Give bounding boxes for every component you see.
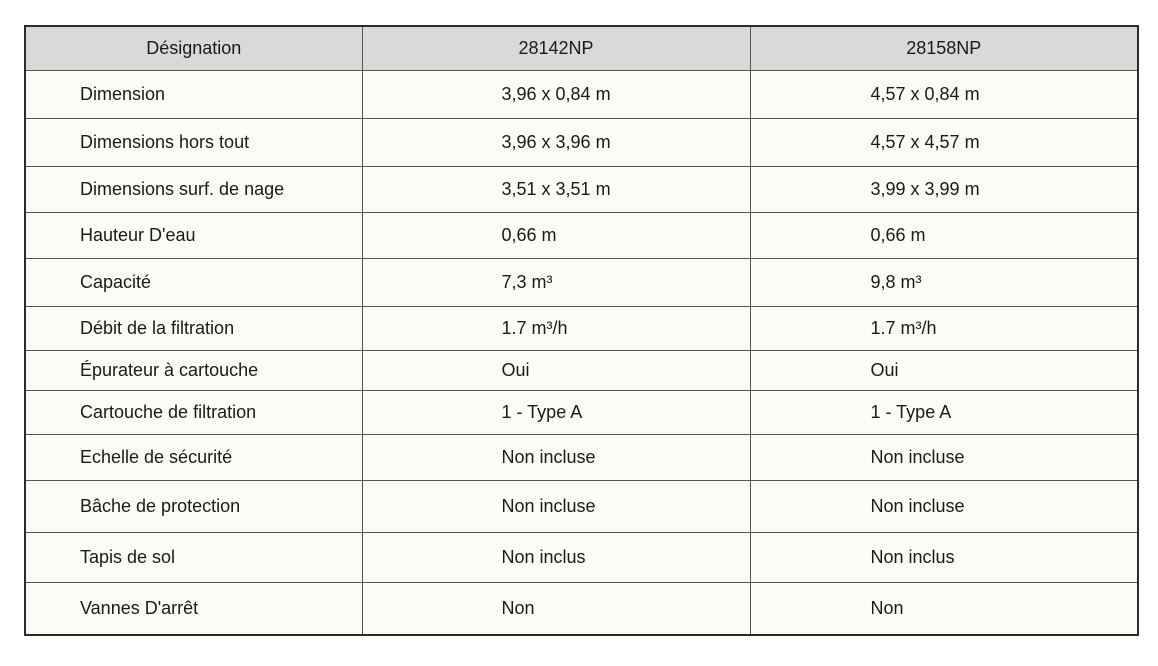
table-row bbox=[25, 481, 1138, 533]
row-label: Hauteur D'eau bbox=[25, 213, 362, 259]
row-label: Vannes D'arrêt bbox=[25, 583, 362, 635]
table-row bbox=[25, 435, 1138, 481]
row-value-28142np: 0,66 m bbox=[362, 213, 750, 259]
header-row bbox=[25, 26, 1138, 71]
row-label: Bâche de protection bbox=[25, 481, 362, 533]
row-label: Cartouche de filtration bbox=[25, 391, 362, 435]
row-value-28142np: 3,51 x 3,51 m bbox=[362, 167, 750, 213]
header-designation: Désignation bbox=[25, 26, 362, 71]
table-row bbox=[25, 533, 1138, 583]
row-value-28142np: 3,96 x 0,84 m bbox=[362, 71, 750, 119]
row-value-28142np: Non bbox=[362, 583, 750, 635]
row-value-28158np: Non inclus bbox=[750, 533, 1138, 583]
row-value-28158np: 1.7 m³/h bbox=[750, 307, 1138, 351]
row-value-28158np: 1 - Type A bbox=[750, 391, 1138, 435]
row-value-28142np: 1 - Type A bbox=[362, 391, 750, 435]
header-28158np: 28158NP bbox=[750, 26, 1138, 71]
row-value-28142np: Non incluse bbox=[362, 481, 750, 533]
table-row bbox=[25, 167, 1138, 213]
table-row bbox=[25, 71, 1138, 119]
row-value-28158np: Non incluse bbox=[750, 435, 1138, 481]
row-value-28142np: Oui bbox=[362, 351, 750, 391]
row-label: Capacité bbox=[25, 259, 362, 307]
row-value-28142np: 3,96 x 3,96 m bbox=[362, 119, 750, 167]
table-row bbox=[25, 213, 1138, 259]
table-row bbox=[25, 391, 1138, 435]
row-value-28142np: Non inclus bbox=[362, 533, 750, 583]
row-label: Echelle de sécurité bbox=[25, 435, 362, 481]
table-row bbox=[25, 351, 1138, 391]
row-value-28158np: Oui bbox=[750, 351, 1138, 391]
row-label: Dimensions hors tout bbox=[25, 119, 362, 167]
row-value-28158np: Non incluse bbox=[750, 481, 1138, 533]
row-label: Tapis de sol bbox=[25, 533, 362, 583]
row-label: Dimensions surf. de nage bbox=[25, 167, 362, 213]
row-value-28158np: Non bbox=[750, 583, 1138, 635]
row-value-28142np: 7,3 m³ bbox=[362, 259, 750, 307]
spec-table bbox=[24, 25, 1139, 636]
row-value-28158np: 3,99 x 3,99 m bbox=[750, 167, 1138, 213]
row-value-28142np: 1.7 m³/h bbox=[362, 307, 750, 351]
table-row bbox=[25, 307, 1138, 351]
row-value-28158np: 9,8 m³ bbox=[750, 259, 1138, 307]
table-row bbox=[25, 583, 1138, 635]
row-value-28158np: 4,57 x 0,84 m bbox=[750, 71, 1138, 119]
header-28142np: 28142NP bbox=[362, 26, 750, 71]
row-value-28142np: Non incluse bbox=[362, 435, 750, 481]
row-label: Débit de la filtration bbox=[25, 307, 362, 351]
row-value-28158np: 4,57 x 4,57 m bbox=[750, 119, 1138, 167]
row-label: Épurateur à cartouche bbox=[25, 351, 362, 391]
row-label: Dimension bbox=[25, 71, 362, 119]
row-value-28158np: 0,66 m bbox=[750, 213, 1138, 259]
table-row bbox=[25, 119, 1138, 167]
table-row bbox=[25, 259, 1138, 307]
